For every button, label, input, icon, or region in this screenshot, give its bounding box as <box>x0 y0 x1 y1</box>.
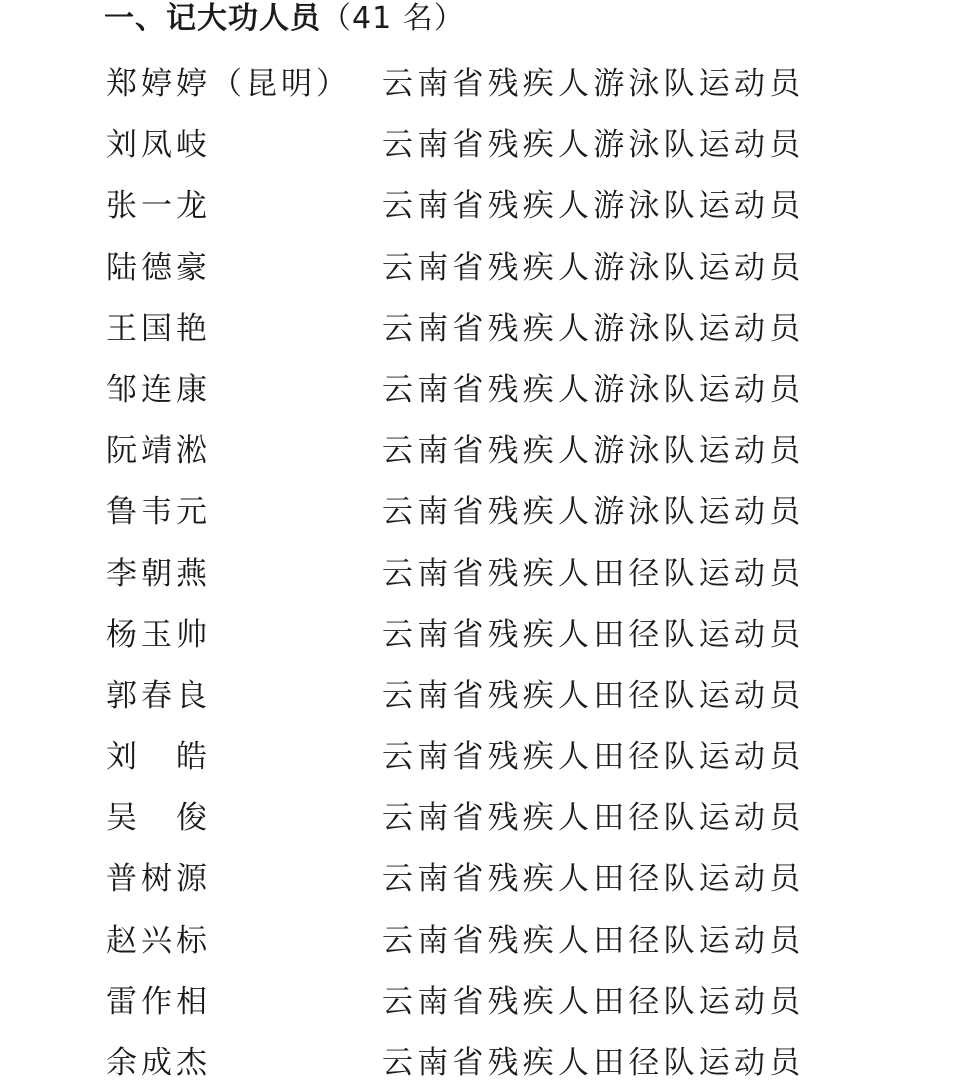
person-name: 刘 皓 <box>106 739 211 776</box>
person-name: 李朝燕 <box>106 555 211 592</box>
person-role: 云南省残疾人田径队运动员 <box>382 616 805 653</box>
section-heading <box>104 0 465 38</box>
person-role: 云南省残疾人游泳队运动员 <box>382 249 805 286</box>
section-title: 一、记大功人员 <box>104 1 321 36</box>
list-item <box>0 660 960 721</box>
list-item <box>0 721 960 782</box>
person-role: 云南省残疾人游泳队运动员 <box>382 371 805 408</box>
person-name: 普树源 <box>106 861 211 898</box>
person-role: 云南省残疾人游泳队运动员 <box>382 66 805 102</box>
person-name: 余成杰 <box>106 1045 211 1081</box>
list-item <box>0 293 960 354</box>
person-role: 云南省残疾人游泳队运动员 <box>382 127 805 164</box>
personnel-list <box>0 48 960 1088</box>
person-role: 云南省残疾人游泳队运动员 <box>382 188 805 225</box>
person-role: 云南省残疾人田径队运动员 <box>382 677 805 714</box>
list-item <box>0 354 960 415</box>
list-item <box>0 415 960 476</box>
person-role: 云南省残疾人游泳队运动员 <box>382 433 805 470</box>
person-role: 云南省残疾人田径队运动员 <box>382 1045 805 1081</box>
list-item <box>0 476 960 537</box>
person-name: 吴 俊 <box>106 800 211 837</box>
list-item <box>0 538 960 599</box>
list-item <box>0 170 960 231</box>
person-name: 雷作相 <box>106 983 211 1020</box>
list-item <box>0 782 960 843</box>
person-name: 郭春良 <box>106 677 211 714</box>
person-name: 邹连康 <box>106 371 211 408</box>
list-item <box>0 232 960 293</box>
person-role: 云南省残疾人田径队运动员 <box>382 983 805 1020</box>
person-role: 云南省残疾人游泳队运动员 <box>382 310 805 347</box>
person-role: 云南省残疾人田径队运动员 <box>382 800 805 837</box>
person-name: 赵兴标 <box>106 922 211 959</box>
list-item <box>0 48 960 109</box>
person-name: 张一龙 <box>106 188 211 225</box>
section-count: （41 名） <box>321 1 465 36</box>
person-name: 鲁韦元 <box>106 494 211 531</box>
person-role: 云南省残疾人田径队运动员 <box>382 922 805 959</box>
person-name: 阮靖淞 <box>106 433 211 470</box>
person-role: 云南省残疾人田径队运动员 <box>382 555 805 592</box>
person-role: 云南省残疾人田径队运动员 <box>382 861 805 898</box>
list-item <box>0 966 960 1027</box>
list-item <box>0 599 960 660</box>
person-role: 云南省残疾人游泳队运动员 <box>382 494 805 531</box>
person-name: 杨玉帅 <box>106 616 211 653</box>
list-item <box>0 1027 960 1088</box>
list-item <box>0 905 960 966</box>
person-name: 郑婷婷（昆明） <box>106 66 351 102</box>
person-name: 刘凤岐 <box>106 127 211 164</box>
person-role: 云南省残疾人田径队运动员 <box>382 739 805 776</box>
person-name: 王国艳 <box>106 310 211 347</box>
list-item <box>0 843 960 904</box>
person-name: 陆德豪 <box>106 249 211 286</box>
list-item <box>0 109 960 170</box>
